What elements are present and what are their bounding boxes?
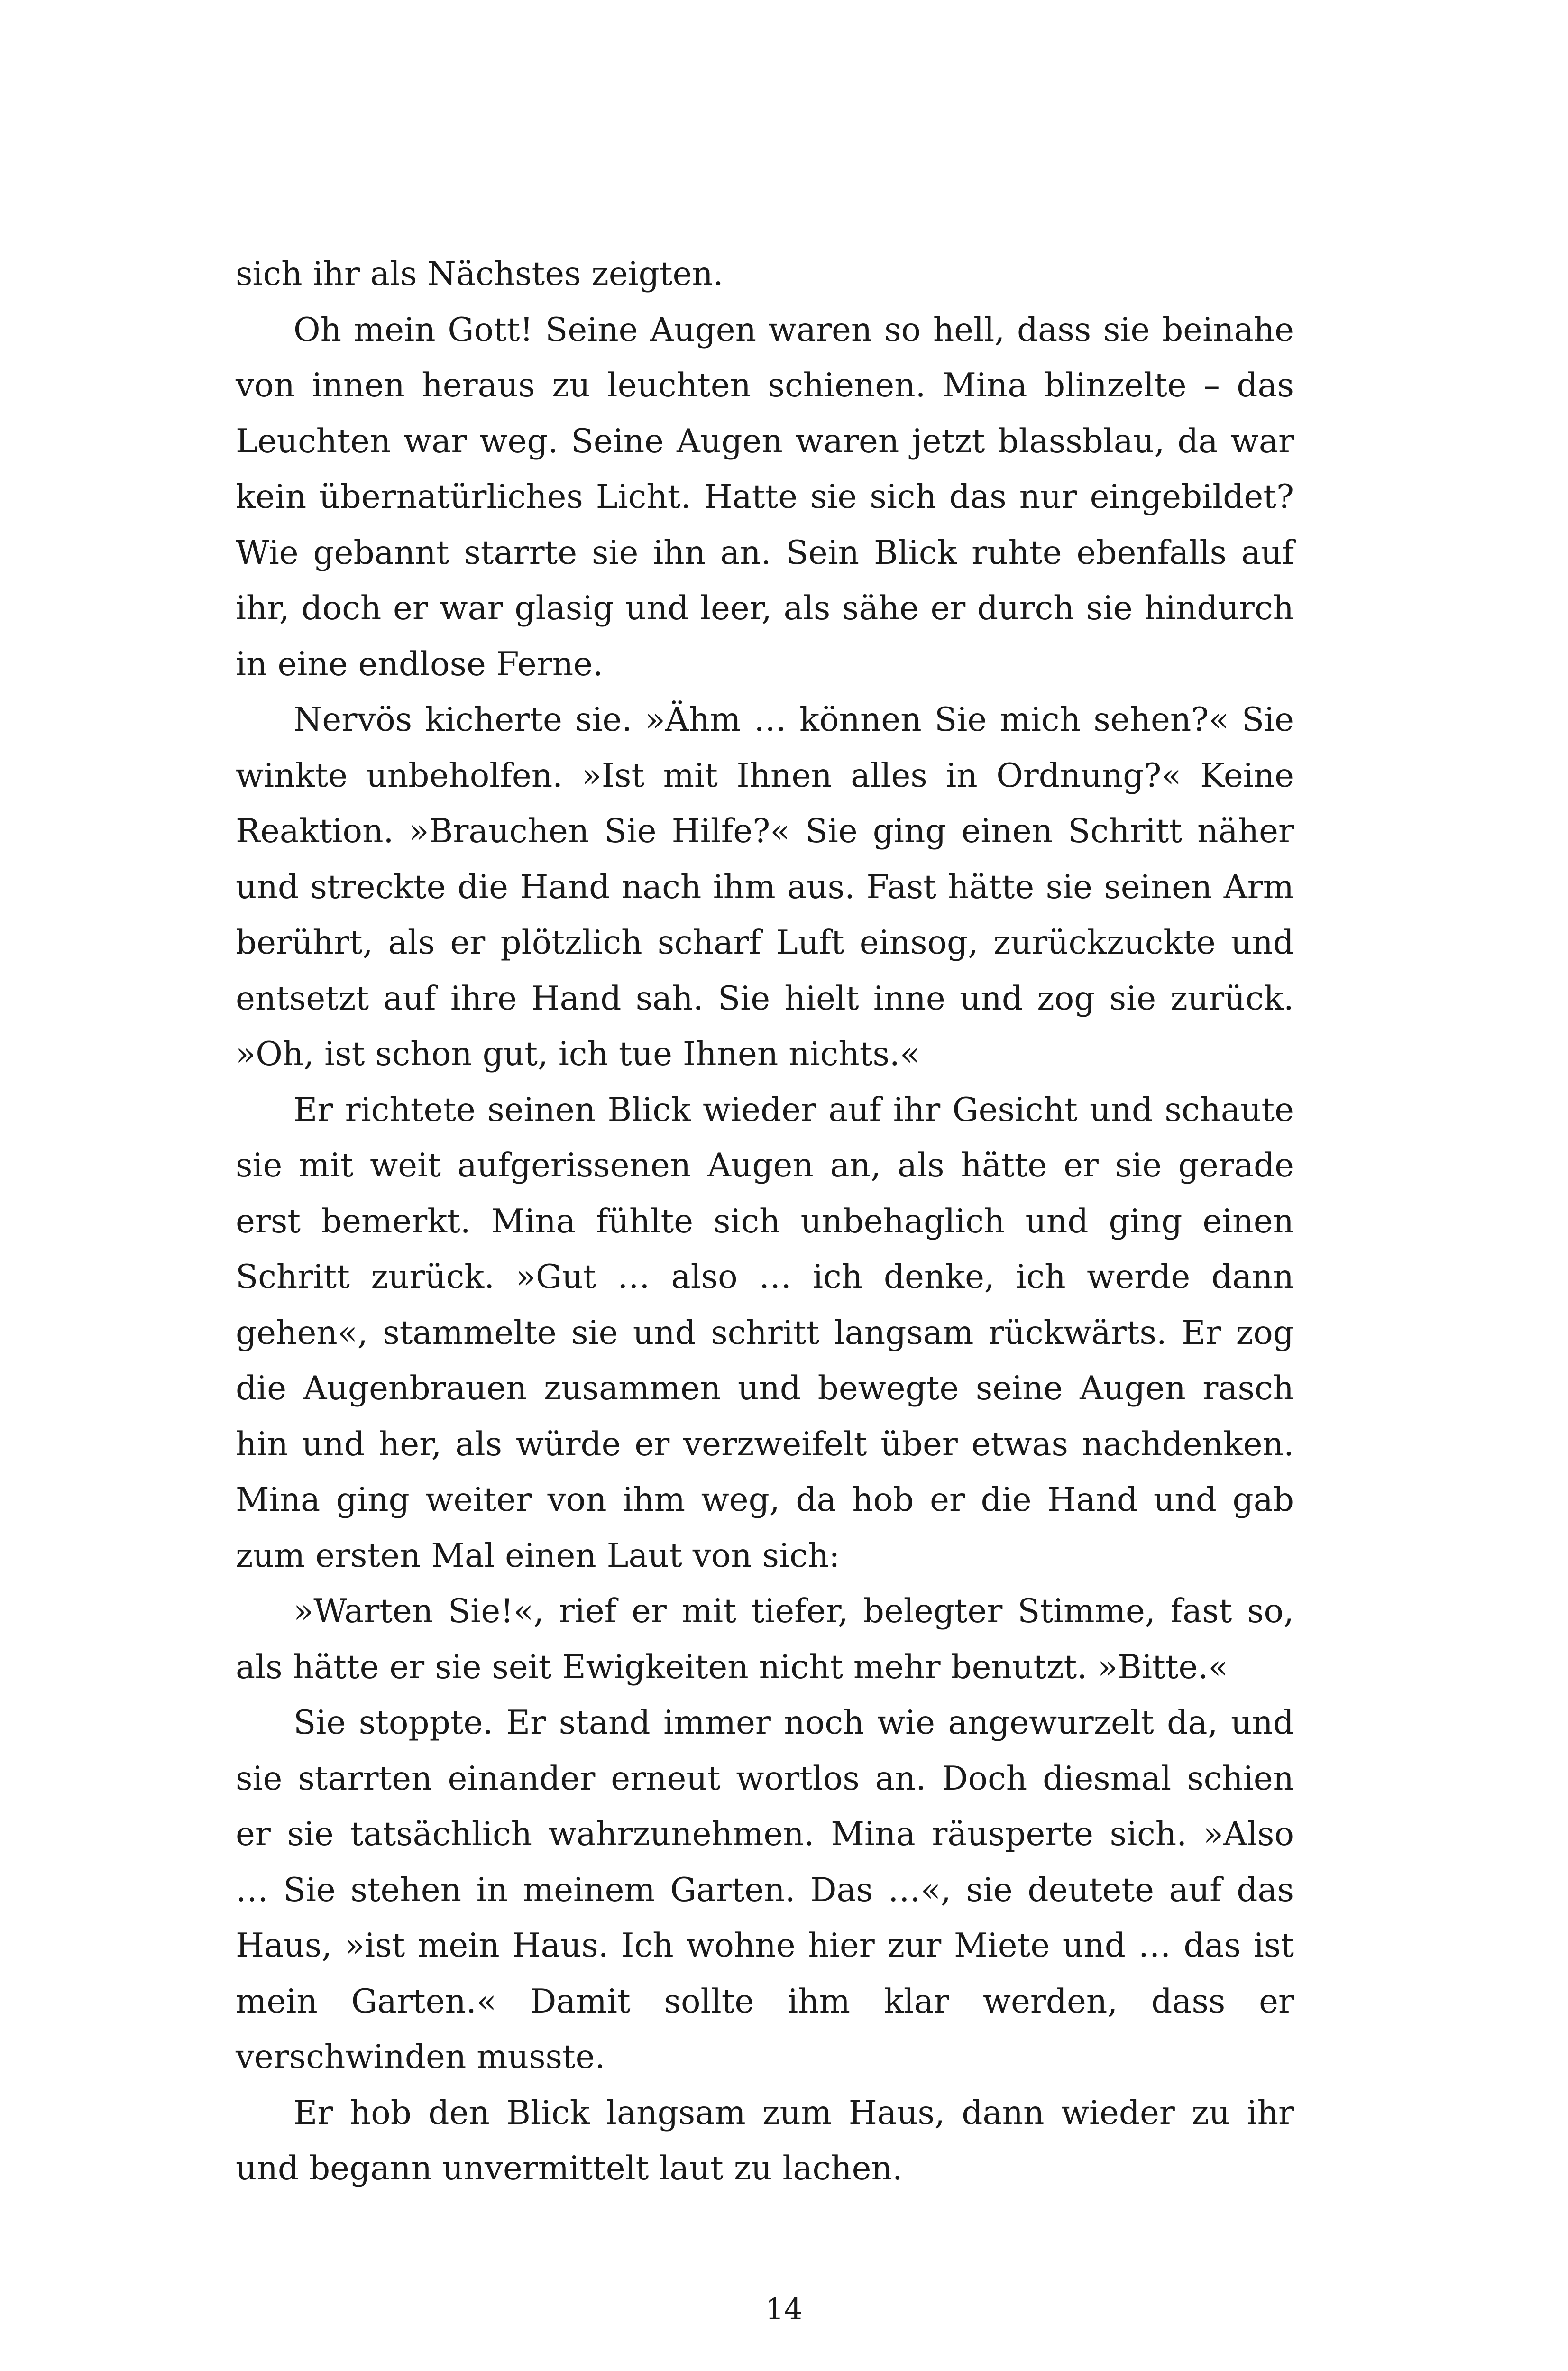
paragraph-4: Er richtete seinen Blick wieder auf ihr Gesicht und schaute sie mit weit aufgerissenen Augen an, als hätte er sie gerade erst bemerkt. Mina fühlte sich unbehaglich und ging einen Schritt zurück. »Gut … also … ich denke, ich werde dann gehen«, stammelte sie und schritt langsam rückwärts. Er zog die Augenbrauen zusammen und bewegte seine Augen rasch hin und her, als würde er verzweifelt über etwas nachdenken. Mina ging weiter von ihm weg, da hob er die Hand und gab zum ersten Mal einen Laut von sich: [236, 1091, 1294, 1575]
paragraph-5: »Warten Sie!«, rief er mit tiefer, belegter Stimme, fast so, als hätte er sie seit Ewigkeiten nicht mehr benutzt. »Bitte.« [236, 1592, 1294, 1686]
paragraph-2: Oh mein Gott! Seine Augen waren so hell, dass sie beinahe von innen heraus zu leuchten schienen. Mina blinzelte – das Leuchten war weg. Seine Augen waren jetzt blassblau, da war kein übernatürliches Licht. Hatte sie sich das nur eingebildet? Wie gebannt starrte sie ihn an. Sein Blick ruhte ebenfalls auf ihr, doch er war glasig und leer, als sähe er durch sie hindurch in eine endlose Ferne. [236, 311, 1294, 683]
page-number: 14 [765, 2292, 803, 2326]
paragraph-7: Er hob den Blick langsam zum Haus, dann wieder zu ihr und begann unvermittelt laut zu lachen. [236, 2094, 1294, 2187]
paragraph-6: Sie stoppte. Er stand immer noch wie angewurzelt da, und sie starrten einander erneut wortlos an. Doch diesmal schien er sie tatsächlich wahrzunehmen. Mina räusperte sich. »Also … Sie stehen in meinem Garten. Das …«, sie deutete auf das Haus, »ist mein Haus. Ich wohne hier zur Miete und … das ist mein Garten.« Damit sollte ihm klar werden, dass er verschwinden musste. [236, 1704, 1294, 2076]
paragraph-1: sich ihr als Nächstes zeigten. [236, 255, 724, 293]
body-text [236, 247, 1294, 2197]
paragraph-3: Nervös kicherte sie. »Ähm … können Sie mich sehen?« Sie winkte unbeholfen. »Ist mit Ihnen alles in Ordnung?« Keine Reaktion. »Brauchen Sie Hilfe?« Sie ging einen Schritt näher und streckte die Hand nach ihm aus. Fast hätte sie seinen Arm berührt, als er plötzlich scharf Luft einsog, zurückzuckte und entsetzt auf ihre Hand sah. Sie hielt inne und zog sie zurück. »Oh, ist schon gut, ich tue Ihnen nichts.« [236, 701, 1294, 1073]
